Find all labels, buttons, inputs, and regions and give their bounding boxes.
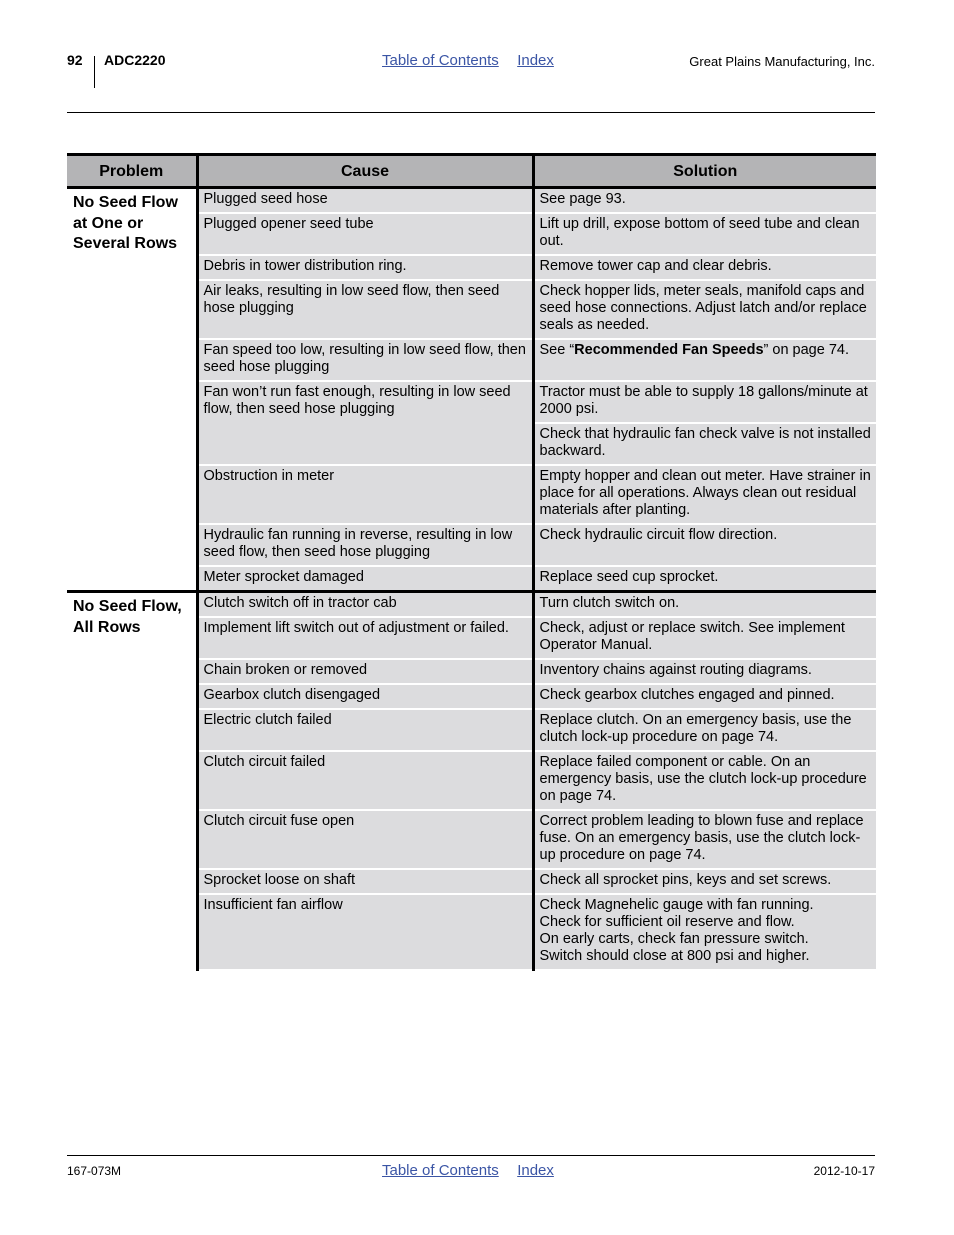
table-header-row bbox=[67, 155, 876, 188]
solution-cell: Check hydraulic circuit flow direction. bbox=[533, 524, 876, 566]
cause-cell: Sprocket loose on shaft bbox=[197, 869, 533, 894]
solution-line: Check Magnehelic gauge with fan running. bbox=[539, 897, 814, 913]
solution-cell: Lift up drill, expose bottom of seed tube and clean out. bbox=[533, 213, 876, 255]
troubleshooting-table bbox=[67, 153, 876, 971]
cause-cell: Clutch switch off in tractor cab bbox=[197, 592, 533, 618]
solution-text: See “ bbox=[539, 342, 575, 358]
problem-cell: No Seed Flow at One or Several Rows bbox=[67, 188, 197, 592]
page-number: 92 bbox=[67, 52, 83, 68]
table-row bbox=[67, 188, 876, 214]
solution-cell: Check gearbox clutches engaged and pinned. bbox=[533, 684, 876, 709]
cause-cell: Chain broken or removed bbox=[197, 659, 533, 684]
solution-cell: Check hopper lids, meter seals, manifold caps and seed hose connections. Adjust latch and/or replace seals as needed. bbox=[533, 280, 876, 339]
solution-reference: Recommended Fan Speeds bbox=[574, 342, 764, 358]
table-row bbox=[67, 592, 876, 618]
solution-column-header: Solution bbox=[533, 155, 876, 188]
cause-cell: Clutch circuit failed bbox=[197, 751, 533, 810]
solution-cell: Replace failed component or cable. On an emergency basis, use the clutch lock-up procedure on page 74. bbox=[533, 751, 876, 810]
document-number: 167-073M bbox=[67, 1164, 122, 1178]
solution-line: On early carts, check fan pressure switch. bbox=[539, 931, 809, 947]
cause-cell: Hydraulic fan running in reverse, resulting in low seed flow, then seed hose plugging bbox=[197, 524, 533, 566]
cause-cell: Insufficient fan airflow bbox=[197, 894, 533, 970]
cause-cell: Plugged seed hose bbox=[197, 188, 533, 214]
header-index-link[interactable]: Index bbox=[517, 52, 554, 69]
table-body bbox=[67, 188, 876, 971]
footer-index-link[interactable]: Index bbox=[517, 1162, 554, 1179]
cause-cell: Plugged opener seed tube bbox=[197, 213, 533, 255]
footer-nav bbox=[382, 1162, 554, 1180]
cause-cell: Fan speed too low, resulting in low seed flow, then seed hose plugging bbox=[197, 339, 533, 381]
cause-cell: Meter sprocket damaged bbox=[197, 566, 533, 592]
solution-cell: Check, adjust or replace switch. See implement Operator Manual. bbox=[533, 617, 876, 659]
cause-column-header: Cause bbox=[197, 155, 533, 188]
footer-toc-link[interactable]: Table of Contents bbox=[382, 1162, 499, 1179]
solution-cell: Tractor must be able to supply 18 gallons/minute at 2000 psi. bbox=[533, 381, 876, 423]
solution-cell: Replace seed cup sprocket. bbox=[533, 566, 876, 592]
solution-cell: Turn clutch switch on. bbox=[533, 592, 876, 618]
solution-cell: Remove tower cap and clear debris. bbox=[533, 255, 876, 280]
solution-text: ” on page 74. bbox=[763, 342, 849, 358]
solution-cell: Check all sprocket pins, keys and set screws. bbox=[533, 869, 876, 894]
solution-cell bbox=[533, 339, 876, 381]
cause-cell: Fan won’t run fast enough, resulting in low seed flow, then seed hose plugging bbox=[197, 381, 533, 465]
solution-cell: Empty hopper and clean out meter. Have strainer in place for all operations. Always clean out residual materials after planting. bbox=[533, 465, 876, 524]
header-divider bbox=[94, 56, 95, 88]
solution-line: Check for sufficient oil reserve and flow. bbox=[539, 914, 795, 930]
solution-cell: Correct problem leading to blown fuse and replace fuse. On an emergency basis, use the clutch lock-up procedure on page 74. bbox=[533, 810, 876, 869]
cause-cell: Clutch circuit fuse open bbox=[197, 810, 533, 869]
cause-cell: Electric clutch failed bbox=[197, 709, 533, 751]
solution-line: Switch should close at 800 psi and higher. bbox=[539, 948, 810, 964]
solution-cell bbox=[533, 894, 876, 970]
cause-cell: Air leaks, resulting in low seed flow, then seed hose plugging bbox=[197, 280, 533, 339]
solution-cell: Check that hydraulic fan check valve is not installed backward. bbox=[533, 423, 876, 465]
solution-cell: Inventory chains against routing diagrams. bbox=[533, 659, 876, 684]
document-date: 2012-10-17 bbox=[813, 1164, 875, 1178]
problem-cell: No Seed Flow, All Rows bbox=[67, 592, 197, 971]
cause-cell: Implement lift switch out of adjustment or failed. bbox=[197, 617, 533, 659]
header-nav bbox=[382, 52, 554, 70]
cause-cell: Gearbox clutch disengaged bbox=[197, 684, 533, 709]
footer-rule bbox=[67, 1155, 875, 1156]
model-name: ADC2220 bbox=[104, 52, 166, 68]
problem-column-header: Problem bbox=[67, 155, 197, 188]
solution-cell: Replace clutch. On an emergency basis, use the clutch lock-up procedure on page 74. bbox=[533, 709, 876, 751]
header-toc-link[interactable]: Table of Contents bbox=[382, 52, 499, 69]
solution-cell: See page 93. bbox=[533, 188, 876, 214]
cause-cell: Obstruction in meter bbox=[197, 465, 533, 524]
cause-cell: Debris in tower distribution ring. bbox=[197, 255, 533, 280]
header-rule bbox=[67, 112, 875, 113]
company-name: Great Plains Manufacturing, Inc. bbox=[689, 54, 875, 69]
